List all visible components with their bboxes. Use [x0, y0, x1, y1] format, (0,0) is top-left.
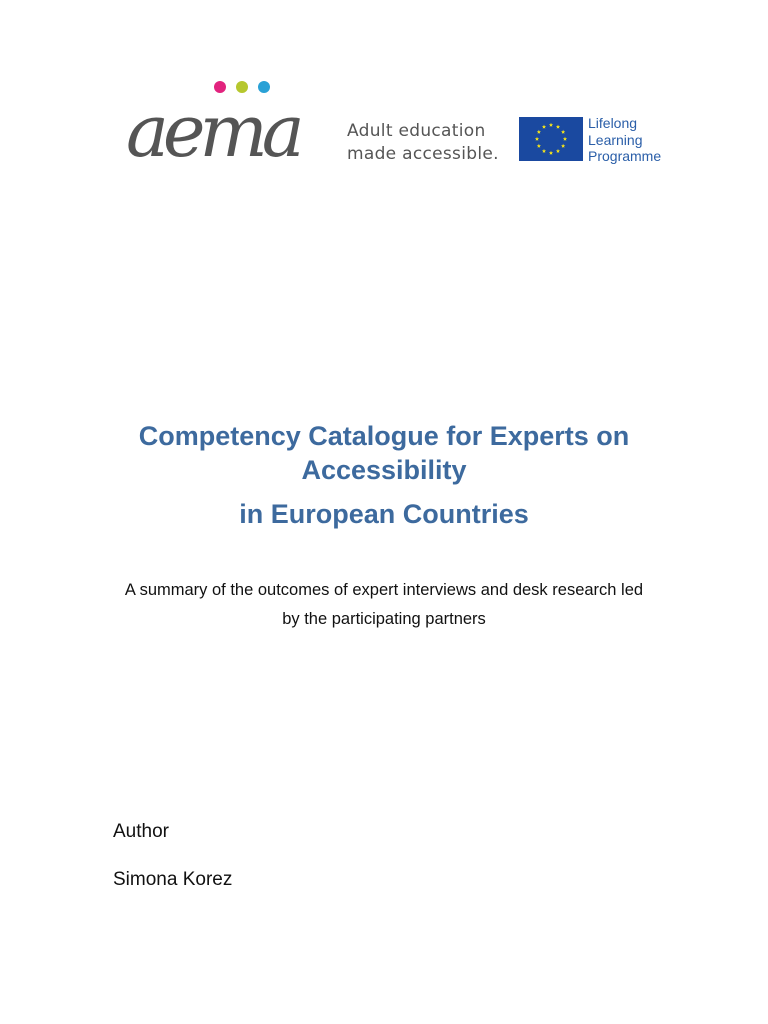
programme-line-1: Lifelong [588, 115, 638, 131]
author-name: Simona Korez [113, 869, 233, 890]
title-line-1: Competency Catalogue for Experts on [138, 421, 630, 451]
header-logos [0, 0, 768, 200]
author-label: Author [113, 821, 169, 842]
aema-tagline [347, 120, 499, 166]
aema-logo-text: aema [126, 89, 299, 168]
programme-name [588, 115, 661, 165]
subtitle-line-2: by the participating partners [282, 610, 486, 628]
programme-line-3: Programme [588, 148, 662, 164]
tagline-line-1: Adult education [347, 121, 486, 141]
tagline-line-2: made accessible. [347, 144, 499, 164]
lifelong-learning-logo [519, 115, 689, 167]
title-line-2: Accessibility [301, 455, 467, 485]
aema-logo [124, 76, 324, 168]
document-subtitle [90, 576, 678, 634]
title-line-3: in European Countries [239, 499, 529, 529]
programme-line-2: Learning [588, 131, 643, 148]
eu-flag-icon [519, 117, 583, 161]
subtitle-line-1: A summary of the outcomes of expert interviews and desk research led [124, 581, 644, 599]
document-title [84, 419, 684, 531]
